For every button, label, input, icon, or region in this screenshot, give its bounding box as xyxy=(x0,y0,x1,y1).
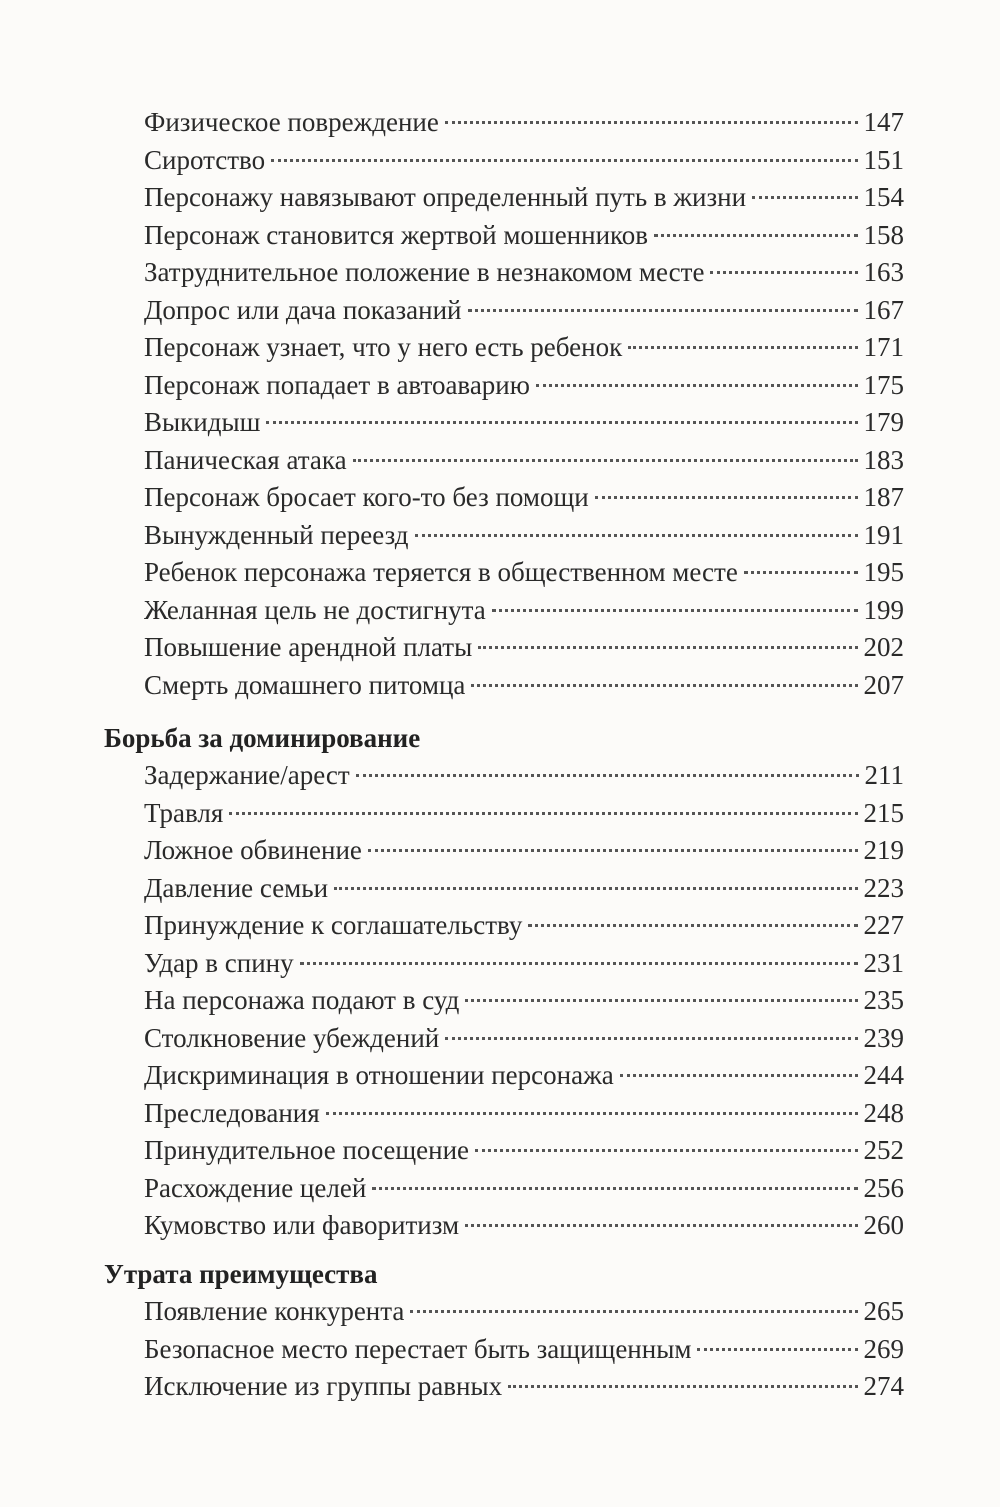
toc-entry-page-number: 158 xyxy=(863,219,904,250)
toc-entry-title: Задержание/арест xyxy=(144,760,350,790)
dot-leader xyxy=(528,924,857,927)
toc-entry-title: Ложное обвинение xyxy=(144,835,362,865)
dot-leader xyxy=(326,1112,858,1115)
toc-entry xyxy=(104,479,904,517)
toc-entry xyxy=(104,667,904,705)
toc-entry-title: Удар в спину xyxy=(144,947,294,978)
toc-entry xyxy=(104,592,904,630)
toc-entry-title: Смерть домашнего питомца xyxy=(144,669,466,700)
toc-entry-page-number: 231 xyxy=(863,947,904,978)
dot-leader xyxy=(478,646,857,649)
toc-block xyxy=(104,104,904,704)
toc-entry-title: Ребенок персонажа теряется в общественном месте xyxy=(144,557,738,587)
toc-entry-title: Паническая атака xyxy=(144,444,347,475)
toc-entry xyxy=(104,1207,904,1245)
toc-entry-page-number: 248 xyxy=(863,1097,904,1128)
toc-entry xyxy=(104,982,904,1020)
section-heading: Утрата преимущества xyxy=(104,1259,378,1289)
toc-entry-title: Желанная цель не достигнута xyxy=(144,594,486,625)
toc-entry-title: Физическое повреждение xyxy=(144,107,439,137)
toc-entry-page-number: 175 xyxy=(863,369,904,400)
toc-entry xyxy=(104,1132,904,1170)
toc-entry-page-number: 211 xyxy=(864,760,904,790)
toc-entry xyxy=(104,795,904,833)
toc-entry xyxy=(104,404,904,442)
toc-entry-title: Персонаж попадает в автоаварию xyxy=(144,369,530,400)
toc-entry-page-number: 227 xyxy=(863,910,904,940)
toc-entry-title: Повышение арендной платы xyxy=(144,632,473,662)
toc-entry-title: Безопасное место перестает быть защищенным xyxy=(144,1333,692,1364)
toc-entry-page-number: 235 xyxy=(863,985,904,1015)
toc-entry-title: Выкидыш xyxy=(144,407,261,437)
toc-entry-title: Персонаж становится жертвой мошенников xyxy=(144,219,649,250)
dot-leader xyxy=(368,849,858,852)
toc-entry-page-number: 199 xyxy=(863,594,904,625)
toc-entry-title: Допрос или дача показаний xyxy=(144,294,462,325)
dot-leader xyxy=(752,196,857,199)
toc-entry xyxy=(104,254,904,292)
toc-entry xyxy=(104,554,904,592)
dot-leader xyxy=(492,609,858,612)
toc-entry-title: Персонаж узнает, что у него есть ребенок xyxy=(144,332,623,362)
dot-leader xyxy=(445,121,858,124)
toc-entry xyxy=(104,217,904,255)
dot-leader xyxy=(445,1037,857,1040)
dot-leader xyxy=(471,684,857,687)
toc-entry-page-number: 207 xyxy=(863,669,904,700)
toc-entry-title: Сиротство xyxy=(144,144,266,175)
toc-entry-title: Затруднительное положение в незнакомом месте xyxy=(144,257,705,287)
toc-entry-page-number: 195 xyxy=(863,557,904,587)
toc-entry-page-number: 191 xyxy=(863,519,904,550)
toc-entry-title: Давление семьи xyxy=(144,872,329,903)
toc-entry xyxy=(104,367,904,405)
toc-entry xyxy=(104,1170,904,1208)
dot-leader xyxy=(465,1224,857,1227)
toc-entry-page-number: 239 xyxy=(863,1022,904,1053)
toc-entry-page-number: 265 xyxy=(863,1296,904,1326)
toc-entry xyxy=(104,104,904,142)
toc-entry xyxy=(104,292,904,330)
toc-entry xyxy=(104,629,904,667)
toc-entry-title: Столкновение убеждений xyxy=(144,1022,440,1053)
toc-entry-page-number: 171 xyxy=(863,332,904,362)
toc-block xyxy=(104,719,904,1245)
dot-leader xyxy=(710,271,857,274)
toc-entry-page-number: 252 xyxy=(863,1135,904,1165)
toc-entry-page-number: 179 xyxy=(863,407,904,437)
dot-leader xyxy=(595,496,858,499)
dot-leader xyxy=(334,887,857,890)
toc-entry-title: Травля xyxy=(144,797,224,828)
dot-leader xyxy=(468,309,858,312)
toc-entry-title: Персонаж бросает кого-то без помощи xyxy=(144,482,589,512)
dot-leader xyxy=(353,459,858,462)
dot-leader xyxy=(271,159,857,162)
dot-leader xyxy=(300,962,858,965)
section-heading: Борьба за доминирование xyxy=(104,723,421,753)
toc-entry-title: Появление конкурента xyxy=(144,1296,405,1326)
dot-leader xyxy=(620,1074,858,1077)
toc-entry-page-number: 187 xyxy=(863,482,904,512)
toc-entry xyxy=(104,1331,904,1369)
toc-entry-page-number: 223 xyxy=(863,872,904,903)
toc-entry-page-number: 219 xyxy=(863,835,904,865)
toc-entry-page-number: 274 xyxy=(863,1371,904,1401)
toc-entry xyxy=(104,832,904,870)
dot-leader xyxy=(536,384,858,387)
dot-leader xyxy=(697,1348,857,1351)
toc-entry xyxy=(104,1020,904,1058)
toc-entry-page-number: 147 xyxy=(863,107,904,137)
toc-entry-page-number: 244 xyxy=(863,1060,904,1090)
toc-entry-title: Персонажу навязывают определенный путь в жизни xyxy=(144,182,747,212)
toc-entry-title: Расхождение целей xyxy=(144,1172,367,1203)
dot-leader xyxy=(628,346,857,349)
dot-leader xyxy=(744,571,858,574)
dot-leader xyxy=(415,534,858,537)
toc-entry-page-number: 163 xyxy=(863,257,904,287)
dot-leader xyxy=(508,1385,857,1388)
toc-entry-title: Дискриминация в отношении персонажа xyxy=(144,1060,614,1090)
toc-block xyxy=(104,1255,904,1406)
toc-entry xyxy=(104,1057,904,1095)
dot-leader xyxy=(475,1149,857,1152)
toc-entry-page-number: 202 xyxy=(863,632,904,662)
toc-entry-page-number: 256 xyxy=(863,1172,904,1203)
toc-entry-page-number: 269 xyxy=(863,1333,904,1364)
toc-entry-title: Принудительное посещение xyxy=(144,1135,470,1165)
dot-leader xyxy=(465,999,857,1002)
toc-entry xyxy=(104,1368,904,1406)
dot-leader xyxy=(410,1310,857,1313)
toc-entry xyxy=(104,517,904,555)
dot-leader xyxy=(356,774,859,777)
toc-entry xyxy=(104,1095,904,1133)
dot-leader xyxy=(266,421,857,424)
dot-leader xyxy=(229,812,857,815)
toc-entry xyxy=(104,179,904,217)
toc-entry xyxy=(104,1293,904,1331)
toc-entry xyxy=(104,442,904,480)
toc-entry-page-number: 183 xyxy=(863,444,904,475)
toc-entry xyxy=(104,870,904,908)
toc-entry-title: На персонажа подают в суд xyxy=(144,985,460,1015)
toc-entry xyxy=(104,945,904,983)
toc-entry-title: Исключение из группы равных xyxy=(144,1371,503,1401)
toc-entry-title: Принуждение к соглашательству xyxy=(144,910,523,940)
toc-entry-title: Вынужденный переезд xyxy=(144,519,409,550)
toc-entry-page-number: 260 xyxy=(863,1210,904,1240)
toc-entry-page-number: 151 xyxy=(863,144,904,175)
dot-leader xyxy=(372,1187,857,1190)
toc-entry-page-number: 154 xyxy=(863,182,904,212)
dot-leader xyxy=(654,234,857,237)
toc-entry-page-number: 215 xyxy=(863,797,904,828)
toc-entry xyxy=(104,142,904,180)
toc-entry-title: Кумовство или фаворитизм xyxy=(144,1210,460,1240)
toc-entry xyxy=(104,757,904,795)
toc-entry xyxy=(104,907,904,945)
toc-entry-title: Преследования xyxy=(144,1097,320,1128)
toc-entry-page-number: 167 xyxy=(863,294,904,325)
toc-entry xyxy=(104,329,904,367)
